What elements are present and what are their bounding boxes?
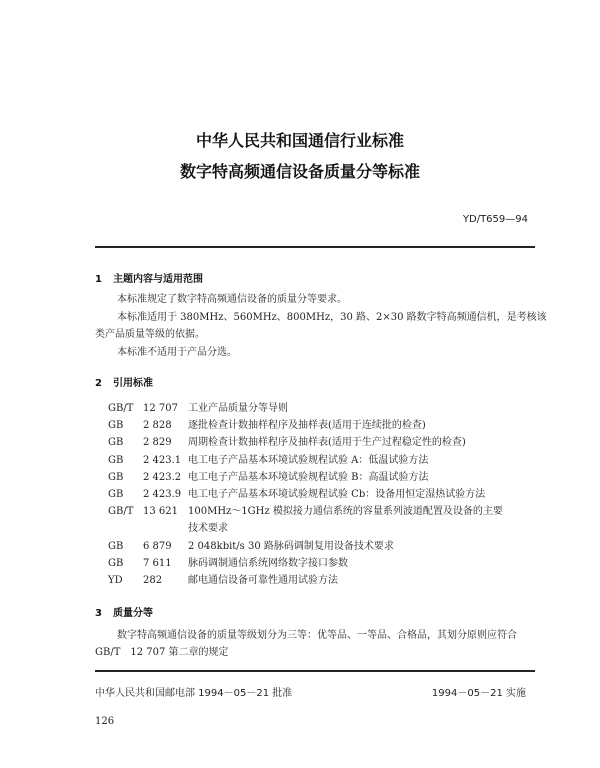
reference-title: 电工电子产品基本环境试验规程试验 A：低温试验方法 (188, 454, 429, 466)
reference-org: GB (108, 557, 124, 569)
reference-title: 周期检查计数抽样程序及抽样表(适用于生产过程稳定性的检查) (188, 437, 466, 449)
reference-item (108, 503, 503, 520)
reference-number: 12 707 (143, 403, 178, 414)
reference-item (108, 452, 503, 469)
section-1-heading (95, 270, 203, 285)
section-3-number: 3 (95, 608, 102, 619)
effective-date: 1994－05－21 实施 (431, 688, 526, 699)
reference-title: 100MHz～1GHz 模拟接力通信系统的容量系列波道配置及设备的主要 (188, 506, 503, 518)
reference-number: 2 423.9 (143, 488, 182, 500)
reference-item (108, 469, 503, 486)
reference-number: 7 611 (143, 557, 172, 569)
reference-item (108, 486, 503, 503)
reference-title: 电工电子产品基本环境试验规程试验 B：高温试验方法 (188, 471, 429, 483)
section-1-paragraph-3: 本标准不适用于产品分选。 (117, 347, 237, 358)
reference-number: 282 (143, 574, 163, 586)
reference-title: 电工电子产品基本环境试验规程试验 Cb：设备用恒定湿热试验方法 (188, 488, 486, 500)
section-1-title: 主题内容与适用范围 (113, 274, 203, 285)
reference-item (108, 555, 503, 572)
reference-item (108, 417, 503, 434)
document-number: YD/T659—94 (462, 214, 528, 225)
reference-org: GB (108, 471, 124, 483)
reference-org: GB (108, 454, 124, 466)
section-1-paragraph-2-line-1: 本标准适用于 380MHz、560MHz、800MHz，30 路、2×30 路数字特高频通信机，是考核该 (117, 312, 547, 323)
reference-number: 2 828 (143, 420, 172, 432)
reference-org: GB (108, 420, 124, 432)
reference-title: 邮电通信设备可靠性通用试验方法 (188, 574, 338, 586)
section-1-paragraph-1: 本标准规定了数字特高频通信设备的质量分等要求。 (117, 294, 347, 305)
reference-number: 2 829 (143, 437, 172, 449)
reference-number: 6 879 (143, 540, 172, 552)
reference-title: 脉码调制通信系统网络数字接口参数 (188, 557, 348, 569)
standard-category-title: 中华人民共和国通信行业标准 (195, 131, 404, 150)
section-3-paragraph-line-2: GB/T 12 707 第二章的规定 (95, 647, 229, 658)
reference-title: 逐批检查计数抽样程序及抽样表(适用于连续批的检查) (188, 420, 426, 432)
reference-item (108, 572, 503, 589)
section-1-number: 1 (95, 274, 102, 285)
reference-number: 2 423.1 (143, 454, 182, 466)
standard-name-title: 数字特高频通信设备质量分等标准 (179, 162, 420, 181)
section-2-title: 引用标准 (113, 378, 153, 389)
reference-number: 2 423.2 (143, 471, 182, 483)
page-number: 126 (95, 716, 115, 727)
section-3-paragraph-line-1: 数字特高频通信设备的质量等级划分为三等：优等品、一等品、合格品，其划分原则应符合 (117, 630, 517, 641)
reference-org: GB (108, 437, 124, 449)
reference-title-continuation: 技术要求 (188, 523, 228, 535)
footer-divider (95, 670, 535, 672)
reference-title: 工业产品质量分等导则 (188, 403, 288, 414)
reference-list (108, 400, 503, 589)
reference-org: YD (108, 574, 123, 586)
reference-org: GB/T (108, 506, 134, 518)
reference-org: GB (108, 488, 124, 500)
reference-org: GB (108, 540, 124, 552)
reference-title: 2 048kbit/s 30 路脉码调制复用设备技术要求 (188, 540, 394, 552)
header-divider (95, 246, 535, 248)
section-3-heading (95, 604, 153, 619)
section-2-number: 2 (95, 378, 102, 389)
reference-item (108, 538, 503, 555)
section-2-heading (95, 374, 153, 389)
reference-org: GB/T (108, 403, 134, 414)
reference-item (108, 434, 503, 451)
approval-statement: 中华人民共和国邮电部 1994－05－21 批准 (95, 688, 293, 699)
section-1-paragraph-2-line-2: 类产品质量等级的依据。 (95, 329, 205, 340)
reference-item (108, 400, 503, 417)
reference-number: 13 621 (143, 506, 178, 518)
section-3-title: 质量分等 (113, 608, 153, 619)
